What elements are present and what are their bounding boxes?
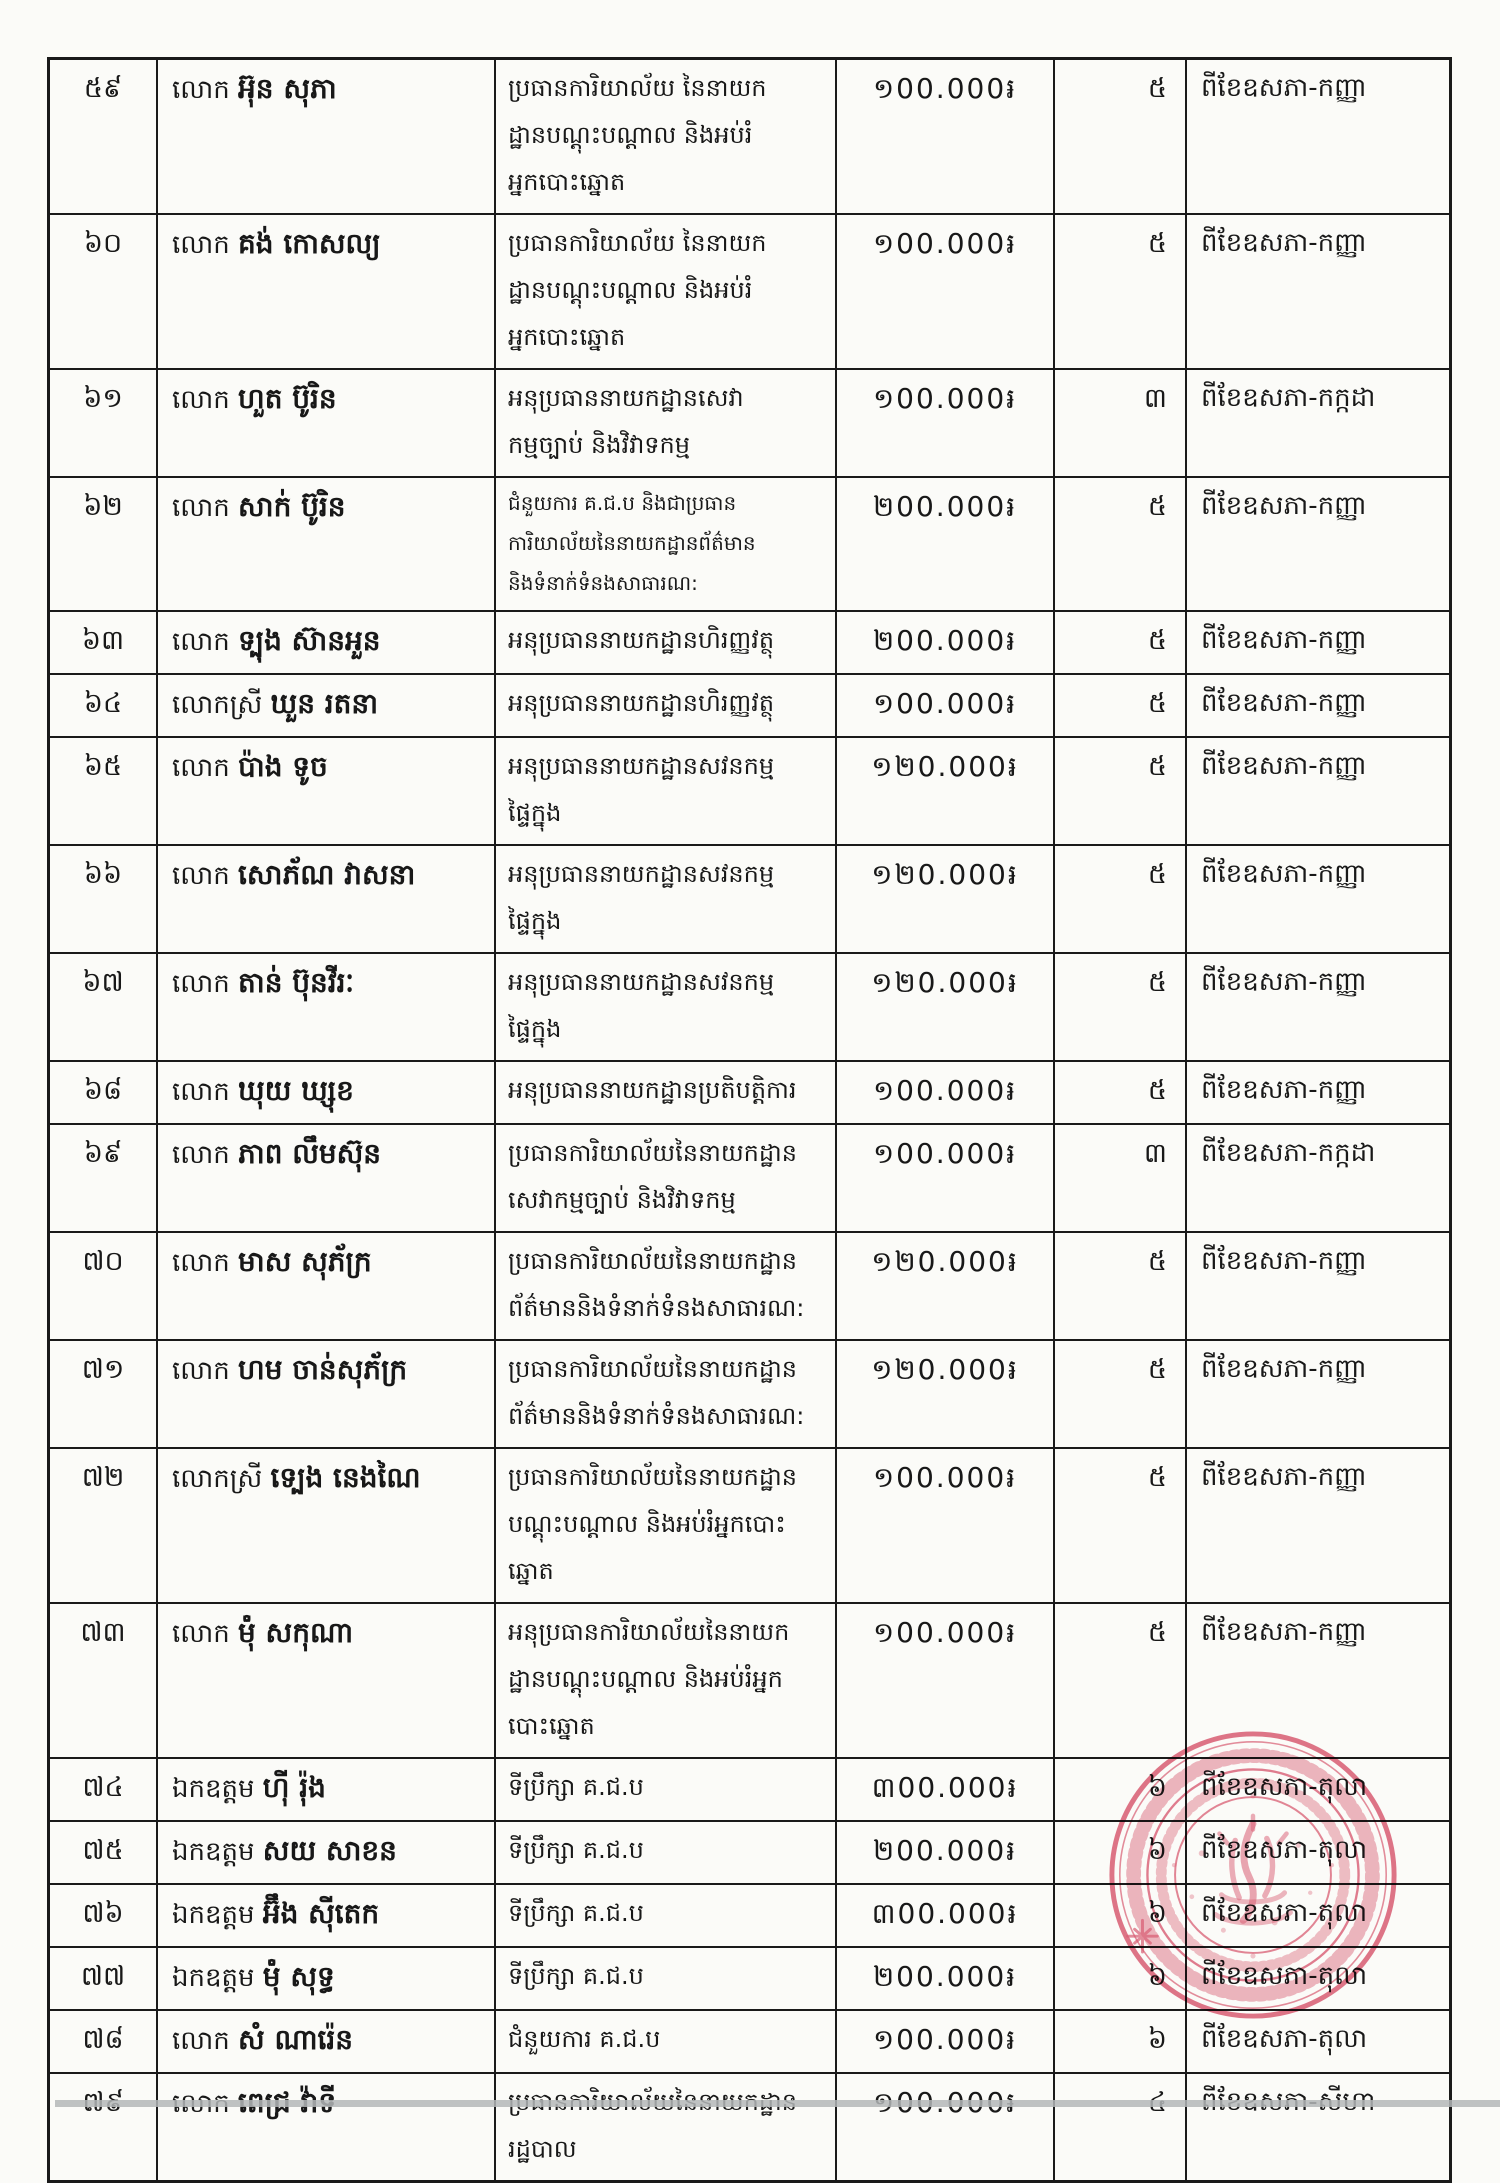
cell-position [496,60,837,213]
cell-row-number: ៦៩ [50,1125,158,1231]
cell-period: ពីខែឧសភា-តុលា [1201,1772,1368,1802]
cell-person-name [158,954,496,1060]
cell-period: ពីខែឧសភា-កញ្ញា [1201,228,1367,258]
position-line: ប្រធានការិយាល័យនៃនាយកដ្ឋាន [508,1247,797,1275]
cell-amount: ១00.000៛ [837,675,1055,736]
table-row [50,1233,1449,1341]
cell-amount: ១00.000៛ [837,370,1055,476]
honorific-label: ឯកឧត្តម [172,1963,263,1993]
honorific-label: លោក [172,1248,239,1278]
cell-month-count: ៥ [1055,478,1187,610]
position-line: ផ្ទៃក្នុង [508,799,562,827]
cell-amount: ១២0.000៛ [837,738,1055,844]
honorific-label: លោក [172,1077,239,1107]
table-row [50,954,1449,1062]
cell-person-name [158,2011,496,2072]
position-line: ព័ត៌មាននិងទំនាក់ទំនងសាធារណ: [508,1402,805,1430]
position-line: ដ្ឋានបណ្តុះបណ្តាល និងអប់រំ [508,121,753,149]
position-line: អនុប្រធាននាយកដ្ឋានហិរញ្ញវត្ថុ [508,689,775,717]
table-row [50,675,1449,738]
cell-person-name [158,1062,496,1123]
cell-amount: ២00.000៛ [837,1822,1055,1883]
cell-amount: ១00.000៛ [837,2011,1055,2072]
person-name-text: ហ៊ី រ៉ុង [262,1771,326,1804]
cell-row-number: ៧១ [50,1341,158,1447]
table-row [50,215,1449,370]
cell-position [496,1233,837,1339]
honorific-label: លោក [172,493,239,523]
cell-person-name [158,370,496,476]
cell-month-count: ៥ [1055,60,1187,213]
position-line: កម្មច្បាប់ និងវិវាទកម្ម [508,431,691,459]
cell-position [496,1885,837,1946]
cell-month-count: ៦ [1055,1822,1187,1883]
cell-month-count: ៥ [1055,1341,1187,1447]
cell-amount: ២00.000៛ [837,612,1055,673]
cell-row-number: ៧៣ [50,1604,158,1757]
cell-row-number: ៦៤ [50,675,158,736]
cell-position [496,1759,837,1820]
cell-period: ពីខែឧសភា-កញ្ញា [1201,491,1367,521]
cell-row-number: ៧៤ [50,1759,158,1820]
table-row [50,1341,1449,1449]
cell-amount: ១00.000៛ [837,1449,1055,1602]
honorific-label: លោក [172,1140,239,1170]
cell-person-name [158,1449,496,1602]
cell-position [496,954,837,1060]
cell-amount: ១២0.000៛ [837,954,1055,1060]
cell-month-count: ៥ [1055,954,1187,1060]
honorific-label: លោក [172,969,239,999]
cell-amount: ១00.000៛ [837,60,1055,213]
cell-month-count: ៥ [1055,738,1187,844]
cell-month-count: ៥ [1055,675,1187,736]
cell-month-count: ៦ [1055,1759,1187,1820]
position-line: អនុប្រធាននាយកដ្ឋានហិរញ្ញវត្ថុ [508,626,775,654]
cell-month-count: ៦ [1055,2011,1187,2072]
cell-position [496,478,837,610]
cell-position [496,738,837,844]
position-line: អ្នកបោះឆ្នោត [508,168,626,196]
scan-edge-shadow [55,2100,1500,2107]
honorific-label: លោក [172,753,239,783]
cell-month-count: ៣ [1055,370,1187,476]
position-line: ការិយាល័យនៃនាយកដ្ឋានព័ត៌មាន [508,531,756,555]
cell-person-name [158,2074,496,2180]
position-line: ជំនួយការ គ.ជ.ប [508,2025,661,2053]
cell-row-number: ៧០ [50,1233,158,1339]
table-row [50,1759,1449,1822]
honorific-label: ឯកឧត្តម [172,1837,263,1867]
person-name-text: ម៉ុំ សកុណា [238,1616,354,1649]
honorific-label: លោក [172,385,239,415]
cell-month-count [1055,2074,1187,2180]
position-line: ឆ្នោត [508,1557,554,1585]
cell-position [496,1341,837,1447]
cell-month-count: ៥ [1055,215,1187,368]
cell-period: ពីខែឧសភា-កញ្ញា [1201,73,1367,103]
cell-person-name [158,1125,496,1231]
cell-amount: ១00.000៛ [837,1062,1055,1123]
person-name-text: អ៊ឹង ស៊ីតេក [262,1897,380,1930]
cell-month-count: ៥ [1055,1604,1187,1757]
person-name-text: ឃុយ ឃ្សុខ [238,1074,354,1107]
position-line: អនុប្រធាននាយកដ្ឋានសវនកម្ម [508,860,775,888]
cell-person-name [158,478,496,610]
cell-row-number: ៦៥ [50,738,158,844]
position-line: អនុប្រធាននាយកដ្ឋានប្រតិបត្តិការ [508,1076,797,1104]
cell-month-count: ៥ [1055,1233,1187,1339]
table-row [50,2011,1449,2074]
honorific-label: លោក [172,1619,239,1649]
honorific-label: លោកស្រី [172,1464,271,1494]
cell-position [496,612,837,673]
cell-month-count: ៥ [1055,1062,1187,1123]
cell-amount: ១00.000៛ [837,1604,1055,1757]
person-name-text: ប៉ាង ទូច [238,750,328,783]
cell-row-number: ៦២ [50,478,158,610]
cell-amount: ១00.000៛ [837,215,1055,368]
position-line: ទីប្រឹក្សា គ.ជ.ប [508,1962,644,1990]
cell-amount: ១២0.000៛ [837,1233,1055,1339]
position-line: ប្រធានការិយាល័យនៃនាយកដ្ឋាន [508,1139,797,1167]
cell-person-name [158,1759,496,1820]
cell-period: ពីខែឧសភា-តុលា [1201,1961,1368,1991]
cell-position [496,1125,837,1231]
cell-amount: ១២0.000៛ [837,846,1055,952]
cell-row-number [50,2074,158,2180]
cell-month-count: ៥ [1055,1449,1187,1602]
table-row [50,738,1449,846]
cell-position [496,1822,837,1883]
cell-row-number: ៥៩ [50,60,158,213]
table-row [50,1125,1449,1233]
cell-row-number: ៦៨ [50,1062,158,1123]
cell-position [496,215,837,368]
cell-row-number: ៦១ [50,370,158,476]
cell-period: ពីខែឧសភា-កញ្ញា [1201,688,1367,718]
cell-person-name [158,1341,496,1447]
cell-person-name [158,1604,496,1757]
position-line: ដ្ឋានបណ្តុះបណ្តាល និងអប់រំអ្នក [508,1665,783,1693]
position-line: បណ្តុះបណ្តាល និងអប់រំអ្នកបោះ [508,1510,786,1538]
position-line: ផ្ទៃក្នុង [508,1015,562,1043]
cell-position [496,1062,837,1123]
person-name-text: ហួត ប៊ូរិន [238,382,337,415]
cell-amount: ២00.000៛ [837,478,1055,610]
cell-month-count: ៦ [1055,1885,1187,1946]
position-line: រដ្ឋបាល [508,2135,577,2163]
position-line: អនុប្រធានការិយាល័យនៃនាយក [508,1618,790,1646]
cell-position [496,1604,837,1757]
cell-amount: ៣00.000៛ [837,1759,1055,1820]
honorific-label: លោក [172,1356,239,1386]
cell-row-number: ៧៥ [50,1822,158,1883]
cell-position [496,675,837,736]
table-row [50,612,1449,675]
person-name-text: សោភ័ណ វាសនា [238,858,416,891]
honorific-label: ឯកឧត្តម [172,1774,263,1804]
person-name-text: អ៊ុន សុភា [238,72,337,105]
cell-period: ពីខែឧសភា-កញ្ញា [1201,1075,1367,1105]
person-name-text: សំ ណារ៉េន [238,2023,354,2056]
person-name-text: សយ សាខន [262,1834,397,1867]
table-row [50,1449,1449,1604]
cell-period: ពីខែឧសភា-កក្កដា [1201,383,1376,413]
table-row [50,1604,1449,1759]
table-row [50,60,1449,215]
person-name-text: តាន់ ប៊ុនវីរៈ [238,966,355,999]
person-name-text: សាក់ ប៊ូរិន [238,490,346,523]
position-line: ទីប្រឹក្សា គ.ជ.ប [508,1836,644,1864]
person-name-text: មាស សុភ័ក្រ [238,1245,372,1278]
position-line: បោះឆ្នោត [508,1712,595,1740]
cell-person-name [158,846,496,952]
cell-person-name [158,675,496,736]
cell-person-name [158,1822,496,1883]
cell-month-count: ៦ [1055,1948,1187,2009]
cell-amount [837,2074,1055,2180]
cell-period: ពីខែឧសភា-តុលា [1201,2024,1368,2054]
cell-position [496,1948,837,2009]
cell-period: ពីខែឧសភា-កញ្ញា [1201,1246,1367,1276]
person-name-text: គង់ កោសល្យ [238,227,381,260]
person-name-text: ភាព លឹមស៊ុន [238,1137,382,1170]
table-row [50,846,1449,954]
cell-amount: ៣00.000៛ [837,1885,1055,1946]
cell-period: ពីខែឧសភា-តុលា [1201,1898,1368,1928]
cell-month-count: ៥ [1055,612,1187,673]
cell-period: ពីខែឧសភា-កក្កដា [1201,1138,1376,1168]
person-name-text: ម៉ុំ សុទ្ធ [262,1960,335,1993]
position-line: ប្រធានការិយាល័យនៃនាយកដ្ឋាន [508,1355,797,1383]
position-line: ដ្ឋានបណ្តុះបណ្តាល និងអប់រំ [508,276,753,304]
cell-amount: ១00.000៛ [837,1125,1055,1231]
table-row [50,478,1449,612]
cell-period: ពីខែឧសភា-កញ្ញា [1201,1354,1367,1384]
cell-person-name [158,612,496,673]
cell-row-number: ៦៧ [50,954,158,1060]
cell-person-name [158,1233,496,1339]
position-line: សេវាកម្មច្បាប់ និងវិវាទកម្ម [508,1186,736,1214]
payments-table [47,57,1452,2183]
cell-amount: ២00.000៛ [837,1948,1055,2009]
position-line: ព័ត៌មាននិងទំនាក់ទំនងសាធារណ: [508,1294,805,1322]
cell-position [496,846,837,952]
honorific-label: លោក [172,230,239,260]
cell-position [496,370,837,476]
table-row [50,2074,1449,2180]
table-row [50,1948,1449,2011]
cell-person-name [158,215,496,368]
cell-period: ពីខែឧសភា-កញ្ញា [1201,859,1367,889]
position-line: និងទំនាក់ទំនងសាធារណ: [508,571,698,595]
honorific-label: លោក [172,627,239,657]
position-line: ផ្ទៃក្នុង [508,907,562,935]
cell-person-name [158,1885,496,1946]
table-row [50,1885,1449,1948]
cell-row-number: ៧៦ [50,1885,158,1946]
cell-period [1187,2074,1449,2180]
cell-period: ពីខែឧសភា-កញ្ញា [1201,751,1367,781]
honorific-label: លោក [172,2026,239,2056]
cell-position [496,1449,837,1602]
position-line: ប្រធានការិយាល័យ នៃនាយក [508,229,767,257]
person-name-text: ឃួន រតនា [270,687,379,720]
cell-row-number: ៦៦ [50,846,158,952]
table-row [50,1062,1449,1125]
honorific-label: លោក [172,75,239,105]
position-line: ទីប្រឹក្សា គ.ជ.ប [508,1899,644,1927]
cell-position [496,2011,837,2072]
position-line: អនុប្រធាននាយកដ្ឋានសេវា [508,384,744,412]
person-name-text: ហម ចាន់សុភ័ក្រ [238,1353,408,1386]
cell-row-number: ៧២ [50,1449,158,1602]
cell-period: ពីខែឧសភា-កញ្ញា [1201,967,1367,997]
position-line: អ្នកបោះឆ្នោត [508,323,626,351]
honorific-label: លោកស្រី [172,690,271,720]
position-line: អនុប្រធាននាយកដ្ឋានសវនកម្ម [508,752,775,780]
person-name-text: ទ្បេង នេងណៃ [270,1461,421,1494]
cell-person-name [158,1948,496,2009]
position-line: អនុប្រធាននាយកដ្ឋានសវនកម្ម [508,968,775,996]
cell-amount: ១២0.000៛ [837,1341,1055,1447]
honorific-label: លោក [172,861,239,891]
table-row [50,1822,1449,1885]
cell-person-name [158,738,496,844]
cell-row-number: ៧៧ [50,1948,158,2009]
cell-period: ពីខែឧសភា-តុលា [1201,1835,1368,1865]
cell-period: ពីខែឧសភា-កញ្ញា [1201,625,1367,655]
position-line: ទីប្រឹក្សា គ.ជ.ប [508,1773,644,1801]
person-name-text: ទ្បុង ស៊ានអួន [238,624,381,657]
position-line: ប្រធានការិយាល័យ នៃនាយក [508,74,767,102]
cell-period: ពីខែឧសភា-កញ្ញា [1201,1462,1367,1492]
cell-month-count: ៥ [1055,846,1187,952]
cell-period: ពីខែឧសភា-កញ្ញា [1201,1617,1367,1647]
position-line: ប្រធានការិយាល័យនៃនាយកដ្ឋាន [508,1463,797,1491]
cell-month-count: ៣ [1055,1125,1187,1231]
cell-row-number: ៧៨ [50,2011,158,2072]
cell-row-number: ៦៣ [50,612,158,673]
honorific-label: ឯកឧត្តម [172,1900,263,1930]
position-line: ជំនួយការ គ.ជ.ប និងជាប្រធាន [508,491,737,515]
table-row [50,370,1449,478]
cell-row-number: ៦០ [50,215,158,368]
cell-position [496,2074,837,2180]
cell-person-name [158,60,496,213]
